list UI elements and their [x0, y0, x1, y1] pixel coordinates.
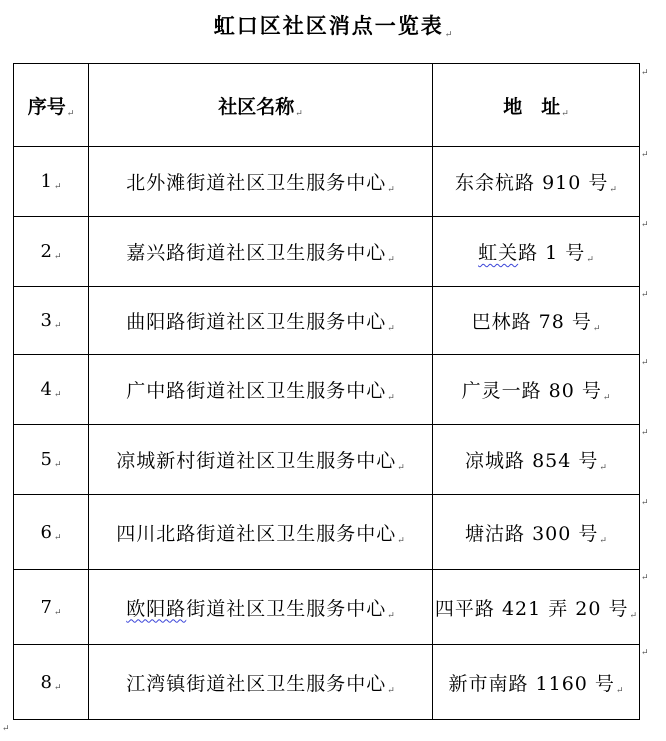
cell-address: 虹关路 1 号↵	[433, 217, 640, 287]
end-of-row-mark: ↵	[641, 290, 649, 300]
cell-no: 2↵	[14, 217, 89, 287]
table-row	[14, 147, 640, 217]
cell-no: 8↵	[14, 645, 89, 720]
end-of-row-mark: ↵	[641, 428, 649, 438]
cell-address: 凉城路 854 号↵	[433, 425, 640, 495]
cell-address: 广灵一路 80 号↵	[433, 355, 640, 425]
header-no: 序号↵	[14, 64, 89, 147]
cell-name: 四川北路街道社区卫生服务中心↵	[89, 495, 433, 570]
end-of-row-mark: ↵	[641, 358, 649, 368]
cell-address: 巴林路 78 号↵	[433, 287, 640, 355]
cell-name: 嘉兴路街道社区卫生服务中心↵	[89, 217, 433, 287]
table-row	[14, 495, 640, 570]
end-of-row-mark: ↵	[641, 68, 649, 78]
end-of-document-mark: ↵	[2, 724, 10, 734]
end-of-row-mark: ↵	[641, 498, 649, 508]
header-address: 地 址↵	[433, 64, 640, 147]
table-row	[14, 287, 640, 355]
cell-no: 6↵	[14, 495, 89, 570]
cell-no: 3↵	[14, 287, 89, 355]
cell-no: 1↵	[14, 147, 89, 217]
cell-name: 凉城新村街道社区卫生服务中心↵	[89, 425, 433, 495]
cell-no: 4↵	[14, 355, 89, 425]
cell-name: 江湾镇街道社区卫生服务中心↵	[89, 645, 433, 720]
cell-name: 欧阳路街道社区卫生服务中心↵	[89, 570, 433, 645]
end-of-row-mark: ↵	[641, 150, 649, 160]
end-of-row-mark: ↵	[641, 220, 649, 230]
cell-name: 广中路街道社区卫生服务中心↵	[89, 355, 433, 425]
end-of-row-mark: ↵	[641, 573, 649, 583]
cell-address: 塘沽路 300 号↵	[433, 495, 640, 570]
table-row	[14, 570, 640, 645]
cell-no: 7↵	[14, 570, 89, 645]
table-row	[14, 355, 640, 425]
table-header-row	[14, 64, 640, 147]
table-row	[14, 645, 640, 720]
community-table	[13, 63, 640, 720]
spellcheck-underline: 虹关	[478, 242, 519, 264]
cell-address: 新市南路 1160 号↵	[433, 645, 640, 720]
cell-address: 东余杭路 910 号↵	[433, 147, 640, 217]
header-name: 社区名称↵	[89, 64, 433, 147]
table-row	[14, 217, 640, 287]
cell-name: 北外滩街道社区卫生服务中心↵	[89, 147, 433, 217]
document-title: 虹口区社区消点一览表↵	[213, 13, 453, 40]
cell-address: 四平路 421 弄 20 号↵	[433, 570, 640, 645]
table-row	[14, 425, 640, 495]
cell-no: 5↵	[14, 425, 89, 495]
end-of-row-mark: ↵	[641, 648, 649, 658]
spellcheck-underline: 欧阳路	[126, 597, 187, 620]
cell-name: 曲阳路街道社区卫生服务中心↵	[89, 287, 433, 355]
